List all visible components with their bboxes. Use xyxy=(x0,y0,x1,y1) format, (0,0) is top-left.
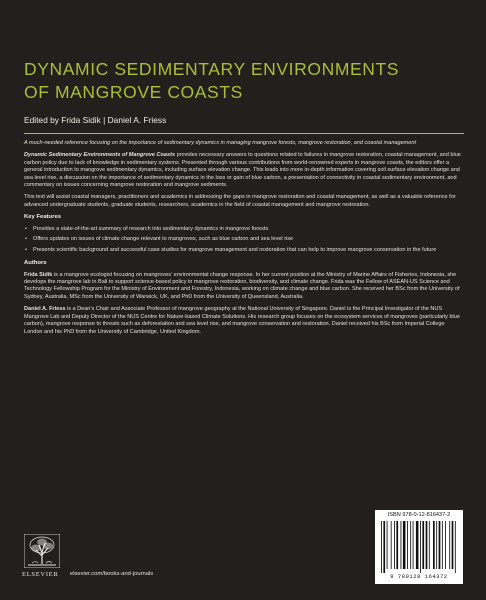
title-divider xyxy=(24,133,464,134)
tagline: A much-needed reference focusing on the importance of sedimentary dynamics in managing mangrove forests, mangrove restoration, and coastal management xyxy=(24,140,416,146)
barcode-bar xyxy=(433,521,435,569)
bullet-icon: • xyxy=(25,225,27,232)
publisher-name: ELSEVIER xyxy=(22,571,59,578)
authors-heading: Authors xyxy=(24,260,47,267)
key-features-list xyxy=(24,226,464,255)
cover-copy xyxy=(24,140,464,341)
author-bio-friess xyxy=(24,306,464,336)
barcode-bar xyxy=(422,521,424,569)
intro-text: provides necessary answers to questions related to failures in mangrove restoration, coastal management, and blue carbon policy due to lack of knowledge in sedimentary systems. Presented through various contributions from world-renowned experts in mangrove coasts, the editors offer a general introduction to mangrove sedimentary dynamics, including surface elevation change. This leads into more in-depth information covering soil surface elevation change and sea level rise, a discussion on the importance of sedimentary dynamics in the loss or gain of blue carbon, a presentation of connectivity in coastal sedimentary environment, and commentary on issues concerning mangrove restoration and mangrove sediments. xyxy=(24,152,461,189)
barcode-bar xyxy=(452,521,454,569)
barcode-bar xyxy=(416,521,419,569)
publisher-url: elsevier.com/books-and-journals xyxy=(70,571,154,577)
barcode-bar xyxy=(449,521,450,569)
author-bio-text: is a Dean’s Chair and Associate Professor of mangrove geography at the National University of Singapore. Daniel is the Principal Investigator of the NUS Mangrove Lab and Deputy Director of the NUS Centre for Nature-based Climate Solutions. His research group focuses on the ecosystem services of mangroves (particularly blue carbon), mangrove response to threats such as deforestation and sea level rise, and mangrove conservation and restoration. Daniel received his BSc from Imperial College London and his PhD from the University of Cambridge, United Kingdom. xyxy=(24,306,460,335)
editors-line: Edited by Frida Sidik | Daniel A. Friess xyxy=(24,115,167,125)
key-feature-text: Presents scientific background and successful case studies for mangrove management and restoration that can help to improve mangrove conservation in the future xyxy=(33,246,437,253)
barcode-bar xyxy=(429,521,430,569)
barcode-bar xyxy=(381,521,382,573)
isbn-label: ISBN 978-0-12-816437-2 xyxy=(387,512,451,518)
author-name: Frida Sidik xyxy=(24,271,53,278)
bullet-icon: • xyxy=(25,246,27,253)
barcode-bar xyxy=(401,521,402,569)
elsevier-tree-logo-icon xyxy=(24,534,60,568)
barcode-icon xyxy=(381,521,457,573)
intro-paragraph xyxy=(24,152,464,189)
barcode-bar xyxy=(394,521,395,569)
author-name: Daniel A. Friess xyxy=(24,306,66,313)
barcode-bar xyxy=(391,521,392,569)
barcode-bar xyxy=(407,521,408,569)
key-feature-item xyxy=(24,247,464,254)
barcode-digits: 9 780128 164372 xyxy=(390,574,448,580)
barcode-bar xyxy=(445,521,446,569)
key-feature-text: Provides a state-of-the-art summary of research into sedimentary dynamics in mangrove forests xyxy=(33,225,269,232)
barcode-bar xyxy=(383,521,385,573)
intro-book-title: Dynamic Sedimentary Environments of Mangrove Coasts xyxy=(24,152,176,159)
book-title-line-2: OF MANGROVE COASTS xyxy=(24,82,243,102)
key-feature-item xyxy=(24,236,464,243)
barcode-bar xyxy=(387,521,388,569)
key-feature-item xyxy=(24,226,464,233)
author-bio-sidik xyxy=(24,272,464,302)
barcode-bar xyxy=(420,521,421,573)
barcode-bar xyxy=(403,521,406,569)
barcode-bar xyxy=(426,521,428,569)
barcode-bar xyxy=(455,521,456,573)
barcode-bar xyxy=(439,521,441,569)
book-title-line-1: DYNAMIC SEDIMENTARY ENVIRONMENTS xyxy=(24,59,400,79)
key-feature-text: Offers updates on issues of climate change relevant to mangroves, such as blue carbon and sea level rise xyxy=(33,236,294,243)
key-features-heading: Key Features xyxy=(24,214,61,221)
bullet-icon: • xyxy=(25,236,27,243)
audience-paragraph: This text will assist coastal managers, practitioners and academics in addressing the gaps in mangrove restoration and coastal management, as well as a valuable reference for advanced undergraduate students, graduate students, researchers, academics in the field of coastal management and mangrove restoration. xyxy=(24,194,456,208)
isbn-barcode xyxy=(375,510,463,584)
barcode-bar xyxy=(442,521,443,569)
barcode-bar xyxy=(396,521,398,569)
barcode-bar xyxy=(413,521,414,569)
barcode-bar xyxy=(436,521,437,569)
author-bio-text: is a mangrove ecologist focusing on mangroves’ environmental change response. In her current position at the Ministry of Marine Affairs of Fisheries, Indonesia, she develops the mangrove lab in Bali to support science-based policy in mangrove restoration, biodiversity, and climate change. Frida was the Fellow of ASEAN-US Science and Technology Fellowship Program for the Ministry of Environment and Forestry, Indonesia, working on climate change and blue carbon. She received her BSc from the University of Sydney, Australia, MSc from the University of Warwick, UK, and PhD from the University of Queensland, Australia. xyxy=(24,271,460,300)
book-title xyxy=(24,58,464,104)
barcode-bar xyxy=(410,521,411,569)
